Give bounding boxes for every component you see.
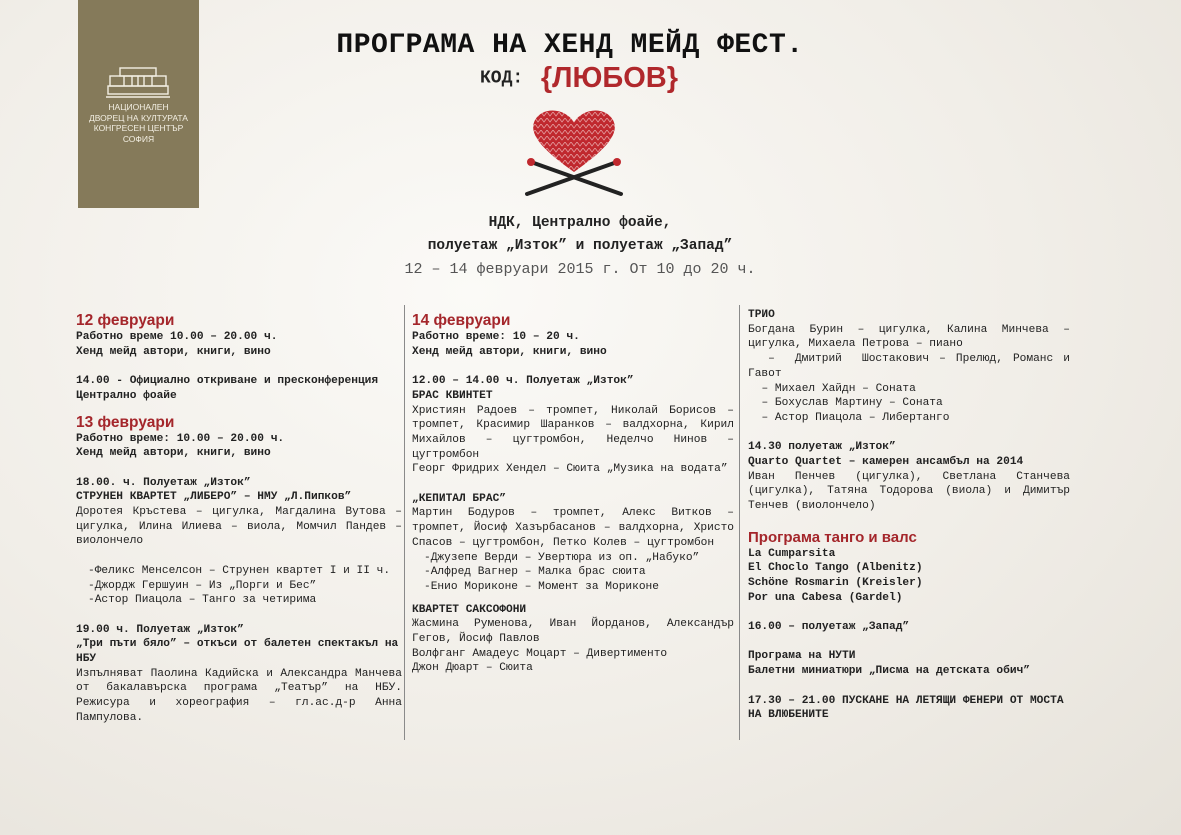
logo-line-3: КОНГРЕСЕН ЦЕНТЪР — [93, 123, 184, 133]
opening-place: Централно фоайе — [76, 389, 177, 402]
sax-title: КВАРТЕТ САКСОФОНИ — [412, 603, 527, 616]
day-heading-12: 12 февруари — [76, 312, 175, 329]
quartet-program-3: -Астор Пиацола – Танго за четирима — [88, 594, 317, 607]
page-title: ПРОГРАМА НА ХЕНД МЕЙД ФЕСТ. — [336, 30, 804, 61]
sax-program-2: Джон Дюарт – Сюита — [412, 662, 533, 675]
knitted-heart-with-needles-icon — [517, 106, 631, 202]
code-value: {ЛЮБОВ} — [540, 62, 678, 94]
day-heading-14: 14 февруари — [412, 312, 511, 329]
ballet-text: Изпълняват Паолина Кадийска и Александра Манчева от бакалавърска програма „Театър” на НБУ. Режисура и хореография – гл.ас.д-р Анна Пампулова. — [76, 667, 402, 724]
event-1200: 12.00 – 14.00 ч. Полуетаж „Изток” — [412, 375, 634, 388]
venue-info — [300, 212, 860, 281]
quartet-program-1: -Феликс Менселсон – Струнен квартет I и II ч. — [88, 564, 391, 577]
sax-program-1: Волфганг Амадеус Моцарт – Дивертименто — [412, 647, 668, 660]
ballet-title: „Три пъти бяло” – откъси от балетен спектакъл на НБУ — [76, 638, 399, 665]
column-feb-14 — [412, 308, 734, 676]
hours-12: Работно време 10.00 – 20.00 ч. — [76, 331, 278, 343]
trio-program-shostakovich: – Дмитрий Шостакович – Прелюд, Романс и Гавот — [748, 353, 1077, 380]
capital-program-3: -Енио Мориконе – Момент за Мориконе — [424, 580, 659, 593]
quartet-title: СТРУНЕН КВАРТЕТ „ЛИБЕРО” – НМУ „Л.Пипков” — [76, 491, 352, 504]
trio-program-2: – Бохуслав Мартину – Соната — [748, 397, 943, 410]
trio-title: ТРИО — [748, 309, 775, 321]
quarto-title: Quarto Quartet – камерен ансамбъл на 2014 — [748, 456, 1024, 469]
event-1600: 16.00 – полуетаж „Запад” — [748, 621, 910, 634]
lanterns-event: 17.30 – 21.00 ПУСКАНЕ НА ЛЕТЯЩИ ФЕНЕРИ ОТ МОСТА НА ВЛЮБЕНИТЕ — [748, 694, 1064, 722]
authors-14: Хенд мейд автори, книги, вино — [412, 345, 607, 358]
tango-item-2: El Choclo Tango (Albenitz) — [748, 562, 923, 575]
tango-item-3: Schöne Rosmarin (Kreisler) — [748, 576, 923, 589]
logo-line-2: ДВОРЕЦ НА КУЛТУРАТА — [89, 112, 188, 123]
palace-building-icon — [106, 64, 170, 98]
hours-14: Работно време: 10 – 20 ч. — [412, 331, 580, 343]
nuti-text: Балетни миниатюри „Писма на детската обич” — [748, 665, 1030, 678]
tango-heading: Програма танго и валс — [748, 528, 917, 546]
column-feb-14-cont — [748, 308, 1077, 723]
logo-line-1: НАЦИОНАЛЕН — [108, 102, 169, 112]
hours-13: Работно време: 10.00 – 20.00 ч. — [76, 432, 285, 445]
column-feb-12-13 — [76, 308, 402, 726]
brass-title: БРАС КВИНТЕТ — [412, 389, 493, 402]
nuti-title: Програма на НУТИ — [748, 650, 856, 663]
capital-program-2: -Алфред Вагнер – Малка брас сюита — [424, 566, 646, 579]
venue-dates: 12 – 14 февруари 2015 г. От 10 до 20 ч. — [404, 261, 756, 278]
trio-program-1: – Михаел Хайдн – Соната — [748, 382, 916, 395]
event-1900: 19.00 ч. Полуетаж „Изток” — [76, 623, 244, 636]
capital-brass-members: Мартин Бодуров – тромпет, Алекс Витков – тромпет, Йосиф Хазърбасанов – валдхорна, Христо Спасов – цугтромбон, Петко Колев – цугтромбон — [412, 507, 734, 549]
capital-program-1: -Джузепе Верди – Увертюра из оп. „Набуко” — [424, 551, 700, 564]
sax-members: Жасмина Руменова, Иван Йорданов, Александър Гегов, Йосиф Павлов — [412, 618, 734, 646]
venue-line-2: полуетаж „Изток” и полуетаж „Запад” — [427, 238, 733, 254]
venue-line-1: НДК, Централно фоайе, — [488, 215, 672, 231]
column-divider-2 — [739, 305, 740, 740]
code-label: КОД: — [480, 68, 524, 89]
tango-item-1: La Cumparsita — [748, 547, 836, 560]
code-row — [480, 62, 678, 95]
brass-program: Георг Фридрих Хендел – Сюита „Музика на водата” — [412, 463, 728, 476]
authors-13: Хенд мейд автори, книги, вино — [76, 447, 271, 460]
tango-item-4: Por una Cabesa (Gardel) — [748, 591, 903, 604]
trio-members: Богдана Бурин – цигулка, Калина Минчева – цигулка, Михаела Петрова – пиано — [748, 323, 1070, 351]
capital-brass-title: „КЕПИТАЛ БРАС” — [412, 492, 506, 505]
authors-12: Хенд мейд автори, книги, вино — [76, 345, 271, 358]
event-1430: 14.30 полуетаж „Изток” — [748, 441, 896, 454]
opening-event: 14.00 - Официално откриване и пресконференция — [76, 375, 379, 388]
trio-program-3: – Астор Пиацола – Либертанго — [748, 411, 950, 424]
column-divider-1 — [404, 305, 405, 740]
day-heading-13: 13 февруари — [76, 413, 175, 431]
quarto-members: Иван Пенчев (цигулка), Светлана Станчева (цигулка), Татяна Тодорова (виола) и Димитър Тенчев (виолончело) — [748, 470, 1070, 513]
logo-line-4: СОФИЯ — [122, 133, 155, 144]
quartet-members: Доротея Кръстева – цигулка, Магдалина Вутова – цигулка, Илина Илиева – виола, Момчил Пандев – виолончело — [76, 506, 402, 548]
quartet-program-2: -Джордж Гершуин – Из „Порги и Бес” — [88, 579, 317, 592]
ndk-logo — [78, 0, 199, 208]
brass-members: Християн Радоев – тромпет, Николай Борисов – тромпет, Красимир Шаранков – валдхорна, Кирил Михайлов – цугтромбон, Неделчо Нинов – цугтромбон — [412, 404, 734, 461]
event-1800: 18.00. ч. Полуетаж „Изток” — [76, 476, 251, 489]
